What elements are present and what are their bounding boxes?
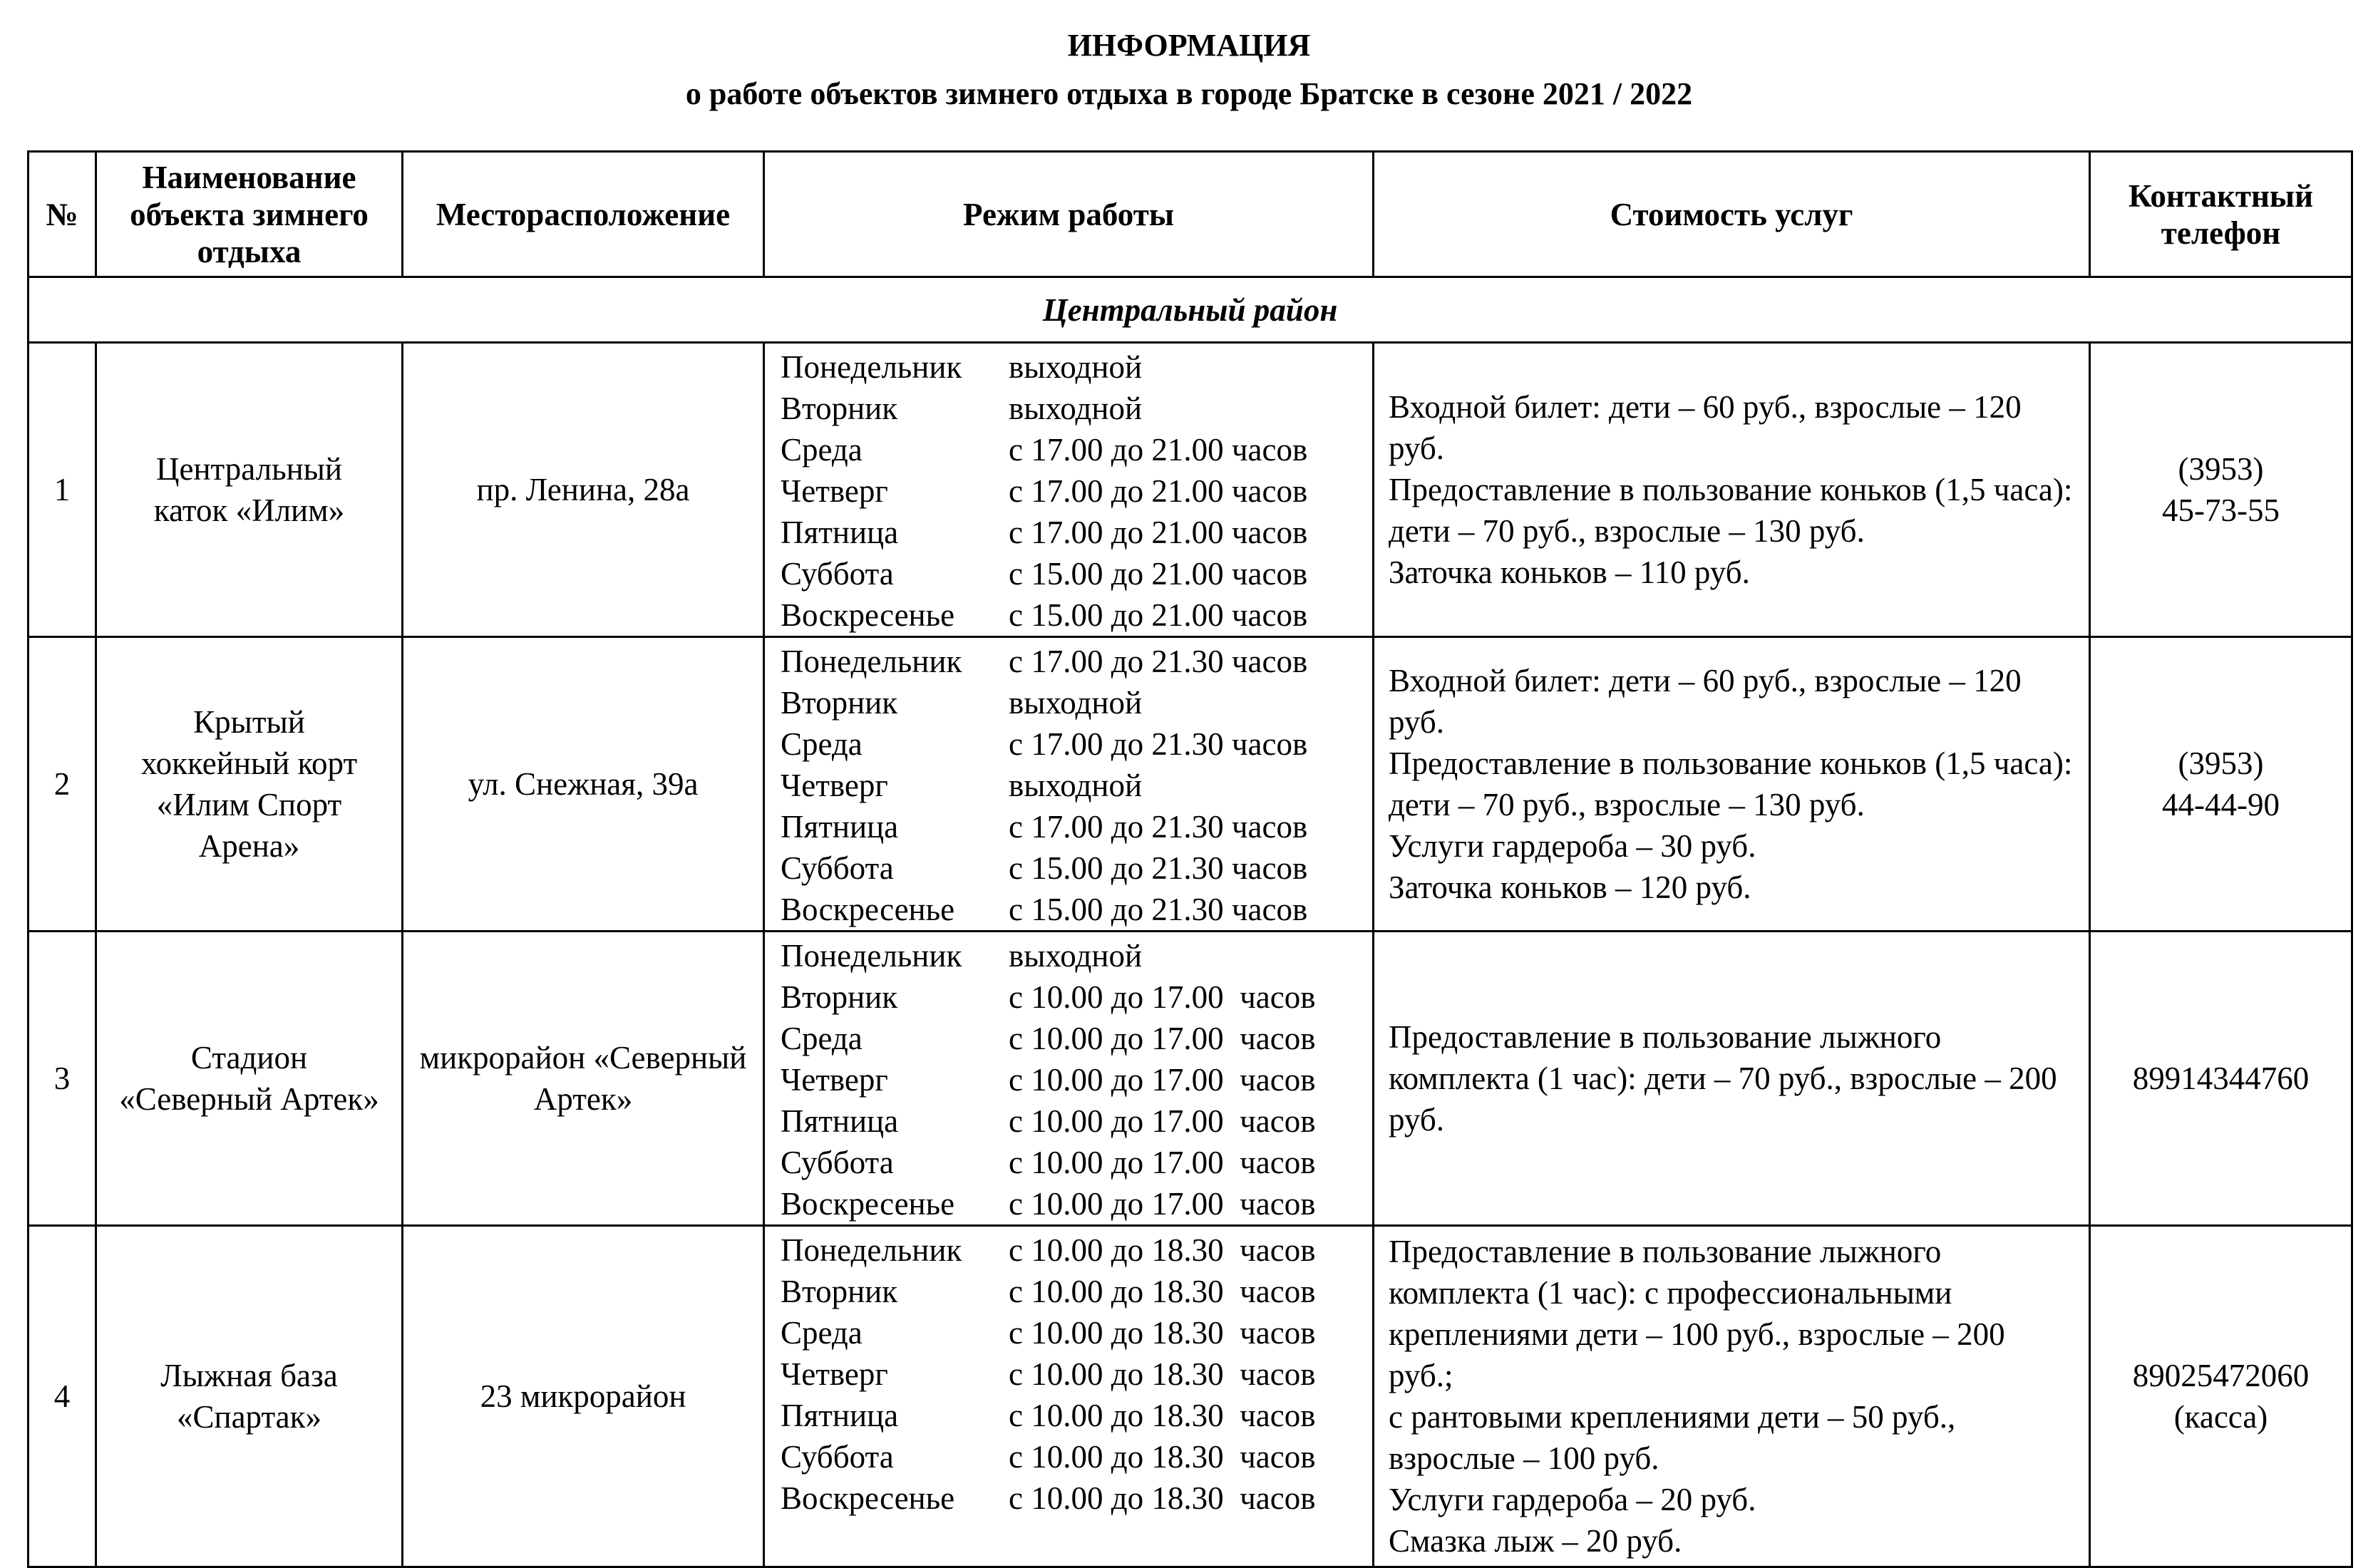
schedule-line (781, 1183, 1372, 1224)
table-row (29, 637, 2352, 932)
schedule-time: выходной (1009, 768, 1143, 803)
price-line: Заточка коньков – 120 руб. (1389, 870, 1751, 905)
schedule-time: с 15.00 до 21.30 часов (1009, 892, 1308, 927)
district-name: Центральный район (29, 277, 2352, 343)
schedule-day: Понедельник (781, 1232, 962, 1268)
schedule-line (781, 1018, 1372, 1059)
contact-phone (2090, 1226, 2352, 1567)
schedule-line (781, 1229, 1372, 1271)
schedule-time: с 17.00 до 21.00 часов (1009, 432, 1308, 468)
schedule-line (781, 1436, 1372, 1477)
schedule-time: с 17.00 до 21.30 часов (1009, 726, 1308, 762)
price-line: Предоставление в пользование лыжного комплекта (1 час): с профессиональными креплениями дети – 100 руб., взрослые – 200 руб.; (1389, 1234, 2005, 1393)
schedule-time: с 10.00 до 18.30 часов (1009, 1480, 1316, 1516)
schedule-time: с 10.00 до 17.00 часов (1009, 1062, 1316, 1098)
schedule-cell (764, 932, 1374, 1226)
schedule-day: Суббота (781, 1439, 894, 1475)
price-line: с рантовыми креплениями дети – 50 руб., взрослые – 100 руб. (1389, 1399, 1956, 1476)
col-header-price: Стоимость услуг (1374, 152, 2090, 277)
schedule-day: Пятница (781, 515, 899, 550)
schedule-day: Воскресенье (781, 597, 955, 633)
schedule-line (781, 682, 1372, 723)
schedule-day: Вторник (781, 391, 898, 426)
schedule-day: Воскресенье (781, 892, 955, 927)
schedule-time: с 15.00 до 21.00 часов (1009, 556, 1308, 592)
row-number: 1 (29, 343, 96, 637)
phone-line: 89025472060 (2132, 1358, 2310, 1393)
price-cell (1374, 637, 2090, 932)
price-line: Предоставление в пользование лыжного комплекта (1 час): дети – 70 руб., взрослые – 200 руб. (1389, 1019, 2057, 1138)
schedule-line (781, 765, 1372, 806)
table-header-row (29, 152, 2352, 277)
schedule-day: Четверг (781, 1062, 888, 1098)
schedule-time: с 10.00 до 18.30 часов (1009, 1232, 1316, 1268)
schedule-day: Четверг (781, 473, 888, 509)
price-line: Входной билет: дети – 60 руб., взрослые – 120 руб. (1389, 389, 2022, 466)
schedule-day: Четверг (781, 1356, 888, 1392)
schedule-time: с 10.00 до 18.30 часов (1009, 1439, 1316, 1475)
facility-name: Центральный каток «Илим» (96, 343, 403, 637)
schedule-line (781, 935, 1372, 976)
schedule-time: с 10.00 до 18.30 часов (1009, 1356, 1316, 1392)
price-cell (1374, 1226, 2090, 1567)
schedule-time: выходной (1009, 938, 1143, 974)
schedule-line (781, 594, 1372, 636)
schedule-time: с 17.00 до 21.30 часов (1009, 809, 1308, 845)
schedule-time: выходной (1009, 685, 1143, 721)
table-row (29, 932, 2352, 1226)
schedule-cell (764, 637, 1374, 932)
col-header-phone: Контактный телефон (2090, 152, 2352, 277)
price-line: Услуги гардероба – 20 руб. (1389, 1482, 1756, 1517)
schedule-day: Воскресенье (781, 1480, 955, 1516)
document-subtitle: о работе объектов зимнего отдыха в городе Братске в сезоне 2021 / 2022 (685, 76, 1693, 111)
schedule-day: Среда (781, 432, 863, 468)
schedule-line (781, 1100, 1372, 1142)
schedule-day: Суббота (781, 850, 894, 886)
facility-location: микрорайон «Северный Артек» (403, 932, 764, 1226)
schedule-time: с 15.00 до 21.30 часов (1009, 850, 1308, 886)
district-row (29, 277, 2352, 343)
schedule-cell (764, 1226, 1374, 1567)
schedule-line (781, 1059, 1372, 1100)
schedule-line (781, 388, 1372, 429)
row-number: 4 (29, 1226, 96, 1567)
schedule-line (781, 1353, 1372, 1395)
phone-line: (3953) (2178, 451, 2264, 487)
price-cell (1374, 932, 2090, 1226)
schedule-day: Четверг (781, 768, 888, 803)
table-row (29, 343, 2352, 637)
schedule-line (781, 512, 1372, 553)
col-header-name: Наименование объекта зимнего отдыха (96, 152, 403, 277)
schedule-day: Вторник (781, 979, 898, 1015)
winter-facilities-table (27, 150, 2353, 1568)
schedule-time: с 10.00 до 17.00 часов (1009, 1186, 1316, 1222)
price-line: Входной билет: дети – 60 руб., взрослые – 120 руб. (1389, 663, 2022, 740)
schedule-line (781, 889, 1372, 930)
schedule-line (781, 723, 1372, 765)
schedule-day: Вторник (781, 685, 898, 721)
schedule-time: с 10.00 до 17.00 часов (1009, 1103, 1316, 1139)
schedule-line (781, 429, 1372, 470)
row-number: 3 (29, 932, 96, 1226)
schedule-day: Пятница (781, 1103, 899, 1139)
schedule-line (781, 470, 1372, 512)
schedule-line (781, 553, 1372, 594)
schedule-line (781, 1142, 1372, 1183)
schedule-time: с 10.00 до 18.30 часов (1009, 1398, 1316, 1433)
phone-line: 45-73-55 (2162, 492, 2280, 528)
price-line: Предоставление в пользование коньков (1,5 часа): дети – 70 руб., взрослые – 130 руб. (1389, 746, 2073, 822)
price-line: Услуги гардероба – 30 руб. (1389, 828, 1756, 864)
col-header-schedule: Режим работы (764, 152, 1374, 277)
price-cell (1374, 343, 2090, 637)
facility-location: 23 микрорайон (403, 1226, 764, 1567)
document-title: ИНФОРМАЦИЯ (1067, 28, 1311, 63)
contact-phone (2090, 637, 2352, 932)
schedule-day: Пятница (781, 809, 899, 845)
schedule-line (781, 806, 1372, 847)
contact-phone (2090, 343, 2352, 637)
price-line: Предоставление в пользование коньков (1,5 часа): дети – 70 руб., взрослые – 130 руб. (1389, 472, 2073, 549)
schedule-time: с 10.00 до 17.00 часов (1009, 1021, 1316, 1056)
schedule-line (781, 976, 1372, 1018)
col-header-number: № (29, 152, 96, 277)
schedule-day: Понедельник (781, 938, 962, 974)
schedule-line (781, 641, 1372, 682)
facility-location: ул. Снежная, 39а (403, 637, 764, 932)
schedule-day: Пятница (781, 1398, 899, 1433)
schedule-line (781, 346, 1372, 388)
col-header-location: Месторасположение (403, 152, 764, 277)
price-line: Заточка коньков – 110 руб. (1389, 555, 1750, 590)
schedule-day: Среда (781, 1021, 863, 1056)
schedule-day: Среда (781, 726, 863, 762)
phone-line: (касса) (2173, 1399, 2268, 1435)
schedule-day: Среда (781, 1315, 863, 1351)
schedule-line (781, 1395, 1372, 1436)
schedule-time: с 10.00 до 18.30 часов (1009, 1274, 1316, 1309)
phone-line: 44-44-90 (2162, 787, 2280, 822)
schedule-time: с 10.00 до 17.00 часов (1009, 979, 1316, 1015)
schedule-line (781, 1477, 1372, 1519)
schedule-time: с 17.00 до 21.00 часов (1009, 515, 1308, 550)
facility-name: Стадион «Северный Артек» (96, 932, 403, 1226)
phone-line: (3953) (2178, 746, 2264, 781)
schedule-day: Понедельник (781, 644, 962, 679)
schedule-cell (764, 343, 1374, 637)
schedule-day: Вторник (781, 1274, 898, 1309)
schedule-time: с 10.00 до 17.00 часов (1009, 1145, 1316, 1180)
schedule-day: Понедельник (781, 349, 962, 385)
schedule-line (781, 1271, 1372, 1312)
schedule-line (781, 847, 1372, 889)
facility-name: Лыжная база «Спартак» (96, 1226, 403, 1567)
schedule-day: Воскресенье (781, 1186, 955, 1222)
schedule-time: выходной (1009, 391, 1143, 426)
phone-line: 89914344760 (2132, 1061, 2310, 1096)
facility-name: Крытый хоккейный корт «Илим Спорт Арена» (96, 637, 403, 932)
schedule-time: с 15.00 до 21.00 часов (1009, 597, 1308, 633)
row-number: 2 (29, 637, 96, 932)
schedule-time: с 17.00 до 21.00 часов (1009, 473, 1308, 509)
table-row (29, 1226, 2352, 1567)
schedule-day: Суббота (781, 556, 894, 592)
schedule-time: выходной (1009, 349, 1143, 385)
schedule-day: Суббота (781, 1145, 894, 1180)
schedule-time: с 17.00 до 21.30 часов (1009, 644, 1308, 679)
contact-phone (2090, 932, 2352, 1226)
schedule-line (781, 1312, 1372, 1353)
facility-location: пр. Ленина, 28а (403, 343, 764, 637)
schedule-time: с 10.00 до 18.30 часов (1009, 1315, 1316, 1351)
price-line: Смазка лыж – 20 руб. (1389, 1523, 1682, 1559)
